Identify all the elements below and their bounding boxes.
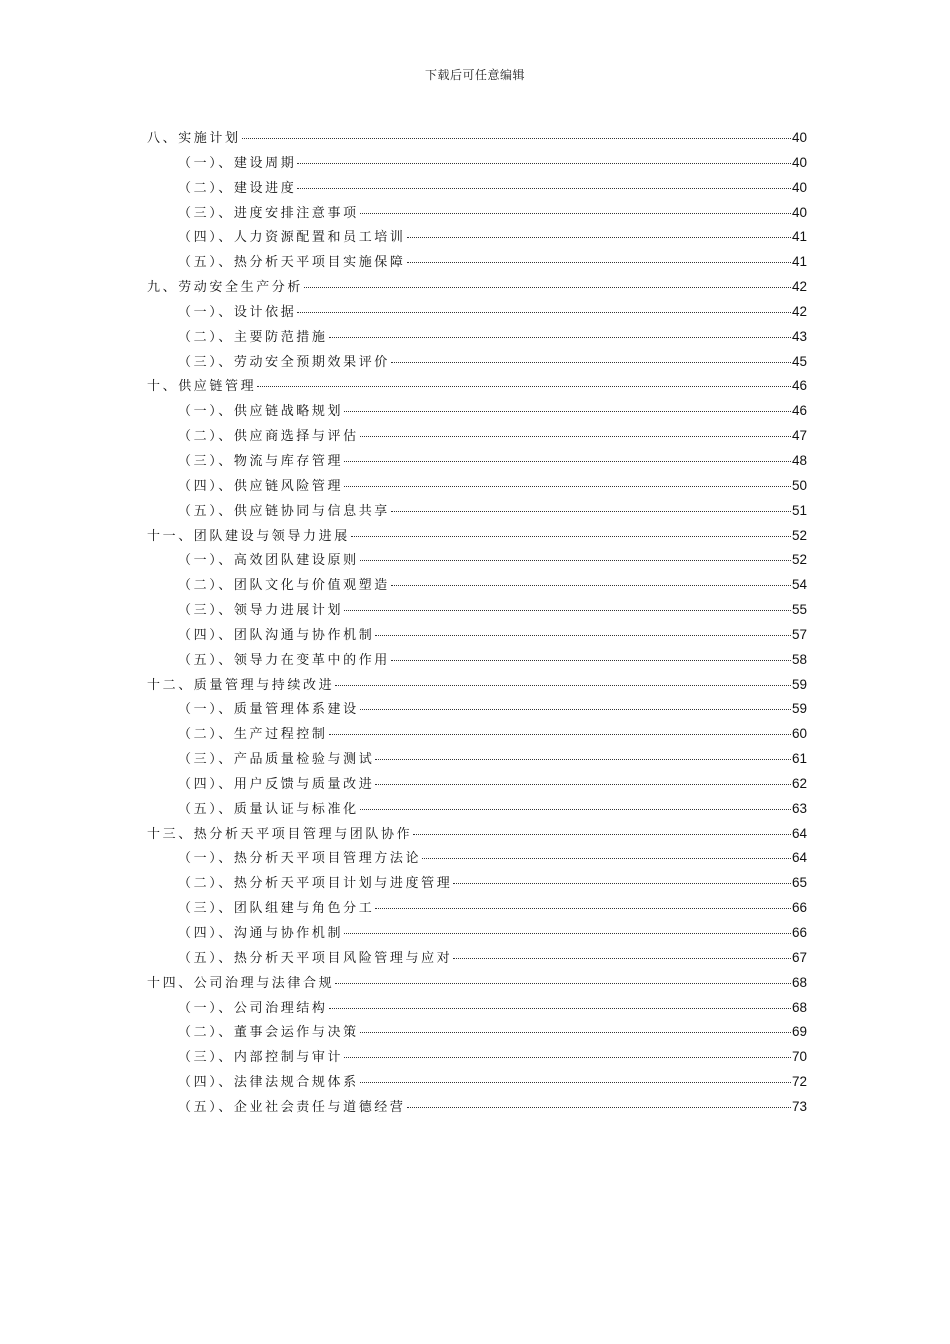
toc-dot-leader — [360, 559, 791, 561]
toc-page-number: 70 — [791, 1049, 807, 1065]
toc-section-entry[interactable] — [147, 1095, 807, 1120]
toc-chapter-entry[interactable] — [147, 822, 807, 847]
toc-entry-title: （一）、设计依据 — [178, 304, 297, 320]
toc-section-entry[interactable] — [147, 250, 807, 275]
toc-page-number: 42 — [791, 303, 807, 319]
toc-page-number: 52 — [791, 527, 807, 543]
toc-section-entry[interactable] — [147, 896, 807, 921]
toc-dot-leader — [329, 733, 791, 735]
toc-page-number: 52 — [791, 552, 807, 568]
toc-page-number: 65 — [791, 875, 807, 891]
toc-entry-title: 十三、热分析天平项目管理与团队协作 — [147, 826, 413, 842]
toc-page-number: 62 — [791, 775, 807, 791]
toc-entry-title: 八、实施计划 — [147, 131, 241, 146]
toc-page-number: 60 — [791, 726, 807, 742]
toc-page-number: 47 — [791, 428, 807, 444]
toc-dot-leader — [297, 187, 791, 189]
toc-page-number: 46 — [791, 378, 807, 394]
toc-entry-title: （一）、公司治理结构 — [178, 1000, 328, 1016]
toc-dot-leader — [335, 982, 791, 984]
toc-page-number: 68 — [791, 999, 807, 1015]
toc-dot-leader — [297, 311, 791, 313]
toc-dot-leader — [304, 286, 791, 288]
toc-dot-leader — [329, 1007, 791, 1009]
toc-entry-title: （三）、领导力进展计划 — [178, 603, 344, 619]
toc-entry-title: （四）、人力资源配置和员工培训 — [178, 230, 406, 246]
toc-dot-leader — [453, 882, 791, 884]
toc-page-number: 72 — [791, 1074, 807, 1090]
toc-section-entry[interactable] — [147, 797, 807, 822]
toc-dot-leader — [344, 609, 791, 611]
toc-section-entry[interactable] — [147, 871, 807, 896]
toc-page-number: 54 — [791, 577, 807, 593]
toc-entry-title: （一）、供应链战略规划 — [178, 404, 344, 420]
toc-dot-leader — [360, 1031, 791, 1033]
toc-section-entry[interactable] — [147, 399, 807, 424]
toc-dot-leader — [375, 634, 791, 636]
toc-entry-title: （五）、质量认证与标准化 — [178, 801, 359, 817]
toc-page-number: 67 — [791, 949, 807, 965]
toc-entry-title: （四）、法律法规合规体系 — [178, 1075, 359, 1091]
toc-section-entry[interactable] — [147, 325, 807, 350]
toc-dot-leader — [344, 410, 791, 412]
toc-dot-leader — [360, 708, 791, 710]
toc-entry-title: （五）、企业社会责任与道德经营 — [178, 1099, 406, 1115]
toc-dot-leader — [391, 584, 791, 586]
toc-entry-title: （三）、物流与库存管理 — [178, 453, 344, 469]
toc-section-entry[interactable] — [147, 772, 807, 797]
toc-page-number: 42 — [791, 279, 807, 295]
toc-chapter-entry[interactable] — [147, 673, 807, 698]
toc-page-number: 69 — [791, 1024, 807, 1040]
toc-section-entry[interactable] — [147, 499, 807, 524]
toc-entry-title: （二）、建设进度 — [178, 180, 297, 196]
toc-dot-leader — [375, 758, 791, 760]
toc-section-entry[interactable] — [147, 747, 807, 772]
toc-entry-title: （一）、热分析天平项目管理方法论 — [178, 851, 422, 867]
toc-dot-leader — [413, 833, 791, 835]
toc-page-number: 64 — [791, 850, 807, 866]
toc-page-number: 68 — [791, 974, 807, 990]
toc-page-number: 40 — [791, 154, 807, 170]
toc-entry-title: （二）、热分析天平项目计划与进度管理 — [178, 876, 453, 892]
toc-page-number: 61 — [791, 751, 807, 767]
toc-chapter-entry[interactable] — [147, 524, 807, 549]
toc-dot-leader — [391, 361, 791, 363]
toc-dot-leader — [453, 957, 791, 959]
toc-page-number: 57 — [791, 626, 807, 642]
toc-section-entry[interactable] — [147, 300, 807, 325]
table-of-contents — [147, 126, 807, 1120]
toc-chapter-entry[interactable] — [147, 374, 807, 399]
toc-dot-leader — [375, 783, 791, 785]
toc-section-entry[interactable] — [147, 548, 807, 573]
toc-page-number: 40 — [791, 130, 807, 145]
toc-dot-leader — [360, 1081, 791, 1083]
toc-section-entry[interactable] — [147, 921, 807, 946]
toc-section-entry[interactable] — [147, 623, 807, 648]
toc-dot-leader — [297, 162, 791, 164]
toc-page-number: 66 — [791, 900, 807, 916]
toc-dot-leader — [257, 385, 791, 387]
toc-entry-title: （三）、劳动安全预期效果评价 — [178, 354, 390, 370]
toc-section-entry[interactable] — [147, 1070, 807, 1095]
toc-section-entry[interactable] — [147, 1020, 807, 1045]
toc-section-entry[interactable] — [147, 996, 807, 1021]
toc-entry-title: （二）、供应商选择与评估 — [178, 429, 359, 445]
toc-section-entry[interactable] — [147, 449, 807, 474]
toc-dot-leader — [360, 435, 791, 437]
toc-section-entry[interactable] — [147, 648, 807, 673]
toc-dot-leader — [360, 212, 791, 214]
toc-section-entry[interactable] — [147, 598, 807, 623]
toc-page-number: 64 — [791, 825, 807, 841]
toc-page-number: 73 — [791, 1098, 807, 1114]
toc-dot-leader — [335, 684, 791, 686]
toc-entry-title: 十四、公司治理与法律合规 — [147, 975, 335, 991]
toc-entry-title: 十、供应链管理 — [147, 379, 257, 395]
toc-page-number: 55 — [791, 602, 807, 618]
toc-dot-leader — [344, 460, 791, 462]
toc-dot-leader — [407, 1106, 791, 1108]
toc-page-number: 41 — [791, 254, 807, 270]
toc-entry-title: 十一、团队建设与领导力进展 — [147, 528, 350, 544]
toc-page-number: 45 — [791, 353, 807, 369]
toc-page-number: 58 — [791, 651, 807, 667]
toc-entry-title: （二）、团队文化与价值观塑造 — [178, 578, 390, 594]
toc-entry-title: 九、劳动安全生产分析 — [147, 280, 304, 296]
toc-entry-title: （一）、高效团队建设原则 — [178, 553, 359, 569]
toc-entry-title: （五）、领导力在变革中的作用 — [178, 652, 390, 668]
toc-page-number: 40 — [791, 179, 807, 195]
toc-chapter-entry[interactable] — [147, 275, 807, 300]
toc-entry-title: （五）、热分析天平项目风险管理与应对 — [178, 950, 453, 966]
toc-entry-title: （二）、主要防范措施 — [178, 329, 328, 345]
toc-page-number: 66 — [791, 925, 807, 940]
toc-section-entry[interactable] — [147, 151, 807, 176]
toc-page-number: 51 — [791, 502, 807, 518]
toc-entry-title: （三）、进度安排注意事项 — [178, 205, 359, 221]
toc-section-entry[interactable] — [147, 946, 807, 971]
toc-page-number: 41 — [791, 229, 807, 245]
toc-entry-title: （三）、团队组建与角色分工 — [178, 901, 375, 917]
toc-dot-leader — [360, 808, 791, 810]
toc-chapter-entry[interactable] — [147, 126, 807, 151]
toc-entry-title: （四）、供应链风险管理 — [178, 478, 344, 494]
toc-page-number: 59 — [791, 676, 807, 692]
toc-page-number: 48 — [791, 452, 807, 468]
toc-section-entry[interactable] — [147, 573, 807, 598]
toc-entry-title: （三）、内部控制与审计 — [178, 1050, 344, 1066]
toc-entry-title: （二）、董事会运作与决策 — [178, 1025, 359, 1041]
toc-section-entry[interactable] — [147, 474, 807, 499]
toc-section-entry[interactable] — [147, 201, 807, 226]
toc-section-entry[interactable] — [147, 1045, 807, 1070]
toc-entry-title: （四）、团队沟通与协作机制 — [178, 627, 375, 643]
toc-dot-leader — [391, 510, 791, 512]
toc-entry-title: 十二、质量管理与持续改进 — [147, 677, 335, 693]
toc-dot-leader — [344, 932, 791, 934]
toc-dot-leader — [422, 857, 791, 859]
toc-dot-leader — [329, 336, 791, 338]
toc-section-entry[interactable] — [147, 424, 807, 449]
toc-dot-leader — [391, 659, 791, 661]
toc-entry-title: （五）、供应链协同与信息共享 — [178, 503, 390, 519]
toc-dot-leader — [344, 1056, 791, 1058]
toc-page-number: 63 — [791, 800, 807, 816]
toc-entry-title: （四）、沟通与协作机制 — [178, 926, 344, 941]
toc-page-number: 43 — [791, 328, 807, 344]
toc-dot-leader — [407, 236, 791, 238]
toc-section-entry[interactable] — [147, 697, 807, 722]
toc-section-entry[interactable] — [147, 225, 807, 250]
toc-page-number: 50 — [791, 477, 807, 493]
toc-entry-title: （一）、建设周期 — [178, 155, 297, 171]
toc-dot-leader — [375, 907, 791, 909]
toc-chapter-entry[interactable] — [147, 971, 807, 996]
toc-dot-leader — [242, 137, 791, 139]
toc-dot-leader — [344, 485, 791, 487]
toc-entry-title: （二）、生产过程控制 — [178, 727, 328, 743]
toc-entry-title: （三）、产品质量检验与测试 — [178, 752, 375, 768]
page-header: 下载后可任意编辑 — [424, 68, 525, 82]
toc-entry-title: （五）、热分析天平项目实施保障 — [178, 255, 406, 271]
toc-entry-title: （四）、用户反馈与质量改进 — [178, 776, 375, 792]
toc-page-number: 59 — [791, 701, 807, 717]
toc-page-number: 40 — [791, 204, 807, 220]
toc-page-number: 46 — [791, 403, 807, 419]
toc-section-entry[interactable] — [147, 350, 807, 375]
toc-section-entry[interactable] — [147, 722, 807, 747]
toc-dot-leader — [407, 261, 791, 263]
toc-entry-title: （一）、质量管理体系建设 — [178, 702, 359, 718]
toc-dot-leader — [351, 535, 791, 537]
toc-section-entry[interactable] — [147, 846, 807, 871]
toc-section-entry[interactable] — [147, 176, 807, 201]
